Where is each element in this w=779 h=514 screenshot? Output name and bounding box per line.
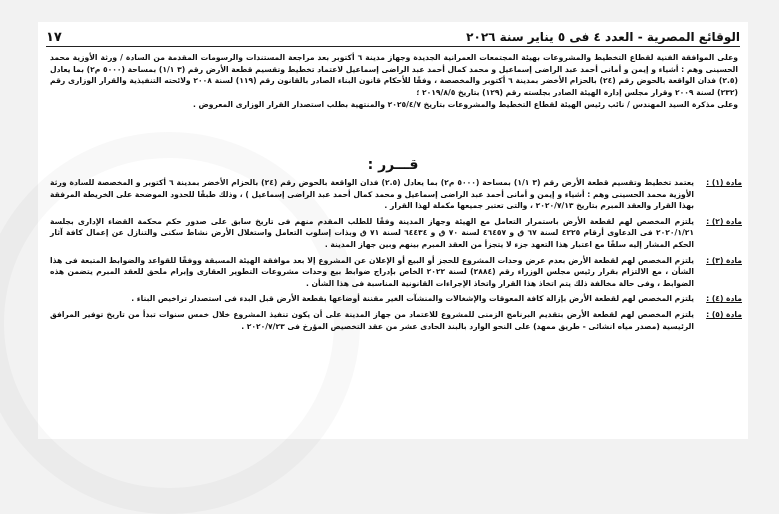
article-label: مادة (٤) : [706,294,742,304]
gazette-title: الوقائع المصرية - العدد ٤ فى ٥ يناير سنة ٢٠٢٦ [466,30,740,44]
article-text: يعتمد تخطيط وتقسيم قطعة الأرض رقم (٣ ١/١) بمساحة (٥٠٠٠ م٢) بما يعادل (٢.٥) فدان الواقعة بالحوض رقم (٢٤) بالحزام الأخضر بمدينة ٦ أكتوبر و المخصصة للسادة ورثة الأوزية محمد الحسينى وهم : أشياء و إيمن و أمانى أحمد عبد الراضى إسماعيل و محمد كمال أحمد عبد الراضى إسماعيل ) ، وذلك طبقًا للحدود الموضحة على الخريطة المرفقة بهذا القرار والعقد المبرم بتاريخ ٢٠٢٠/٧/١٣ ، والتى تعتبر جميعها مكملة لهذا القرار . [50,178,694,211]
articles-list [50,177,742,336]
article-text: يلتزم المخصص لهم لقطعة الأرض بعدم عرض وحدات المشروع للحجز أو البيع أو الإعلان عن المشروع إلا بعد موافقة الهيئة المسبقة ووفقًا للقواعد والضوابط المتبعة فى هذا الشأن ، مع الالتزام بقرار رئيس مجلس الوزراء رقم (٢٨٨٤) لسنة ٢٠٢٢ الخاص بإدراج ضوابط بيع وحدات مشروعات التطوير العقارى وإبرام ملحق للعقد المبرم يتضمن هذه الضوابط ، وفى حالة مخالفة ذلك يتم اتخاذ هذا القرار واتخاذ الإجراءات القانونية المناسبة فى هذا الشأن . [50,255,694,288]
page-number: ١٧ [46,29,62,45]
article-text: يلتزم المخصص لهم لقطعة الأرض بتقديم البرنامج الزمنى للمشروع للاعتماد من جهاز المدينة على أن يكون تنفيذ المشروع خلال خمس سنوات تبدأ من تاريخ توفير المرافق الرئيسية (مصدر مياه انشائى - طريق ممهد) على النحو الوارد بالبند الحادى عشر من عقد التخصيص المؤرخ فى ٢٠٢٠/٧/٢٣ . [50,309,694,331]
page-header [46,28,740,47]
article-label: مادة (٥) : [706,309,742,319]
article-label: مادة (٢) : [706,216,742,226]
article-4 [50,293,742,305]
preamble-paragraph [50,52,738,98]
article-label: مادة (٣) : [706,255,742,265]
preamble [50,52,738,112]
article-1 [50,177,742,212]
decree-heading: قـــرر : [367,157,419,173]
article-5 [50,309,742,332]
article-label: مادة (١) : [706,178,742,187]
article-text: يلتزم المخصص لهم لقطعة الأرض باستمرار التعامل مع الهيئة وجهاز المدينة وفقًا للطلب المقدم منهم فى تاريخ سابق على صدور حكم محكمة القضاء الإدارى بجلسة ٢٠٢٠/١/٢١ فى الدعاوى أرقام ٤٢٢٥ لسنة ٦٧ ق و ٤٦٤٥٧ لسنة ٧٠ ق و ٦٤٤٣٤ لسنة ٧١ ق وبذات إسلوب التعامل واستغلال الأرض نشاط سكنى والتنازل عن إعمال كافة آثار الحكم المشار إليه سلفًا مع اعتبار هذا التعهد جزء لا يتجزأ من العقد المبرم بينهم وبين جهاز المدينة . [50,216,694,249]
article-2 [50,216,742,251]
article-3 [50,255,742,290]
preamble-text: وعلى مذكرة السيد المهندس / نائب رئيس الهيئة لقطاع التخطيط والمشروعات بتاريخ ٢٠٢٥/٤/٧ والمنتهية بطلب استصدار القرار الوزارى المعروض . [193,100,738,109]
preamble-paragraph [50,99,738,111]
article-text: يلتزم المخصص لهم لقطعة الأرض بإزالة كافة المعوقات والإشغالات والمنشآت الغير مقننة أوضاعها بقطعة الأرض قبل البدء فى استصدار تراخيص البناء . [131,294,694,304]
gazette-page [38,22,748,439]
preamble-text: وعلى الموافقة الفنية لقطاع التخطيط والمشروعات بهيئة المجتمعات العمرانية الجديدة وجهاز مدينة ٦ أكتوبر بعد مراجعة المستندات والرسومات المقدمة من السادة / ورثة الأوزية محمد الحسينى وهم : أشياء و إيمن و أمانى أحمد عبد الراضى إسماعيل و محمد كمال أحمد عبد الراضى إسماعيل لاعتماد تخطيط وتقسيم قطعة الأرض رقم (٣ ١/١) بمساحة (٥٠٠٠ م٢) بما يعادل (٢.٥) فدان الواقعة بالحوض رقم (٢٤) بالحزام الأخضر بمدينة ٦ أكتوبر والمخصصة ، وفقًا للأحكام قانون البناء الصادر بالقانون رقم (١١٩) لسنة ٢٠٠٨ ولائحته التنفيذية والقرار الوزارى رقم (٢٣٢) لسنة ٢٠٠٩ وقرار مجلس إدارة الهيئة الصادر بجلسته رقم (١٢٩) بتاريخ ٢٠١٩/٨/٥ ؛ [50,53,739,97]
